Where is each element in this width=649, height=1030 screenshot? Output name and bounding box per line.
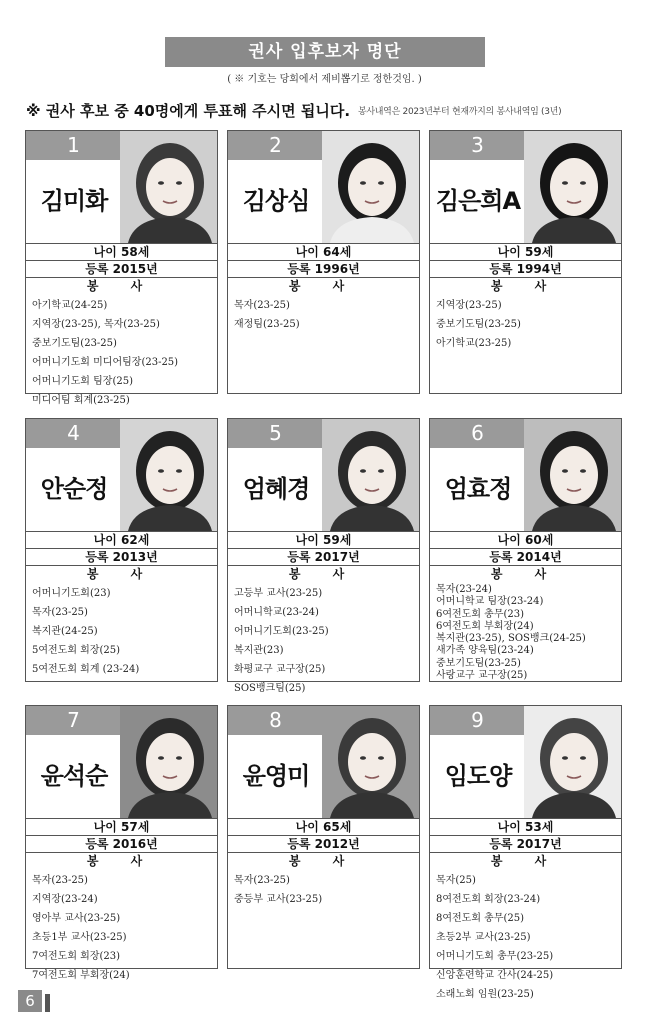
candidate-name: 엄효정 [444,475,512,503]
service-item: 7여전도회 회장(23) [32,951,121,962]
service-header: 봉 사 [26,852,217,869]
service-history-list [32,584,215,679]
candidate-age: 나이 59세 [430,243,621,260]
voting-instruction: ※ 권사 후보 중 40명에게 투표해 주시면 됩니다. [26,102,351,120]
candidate-photo [120,419,217,531]
candidate-age: 나이 58세 [26,243,217,260]
service-history-list [32,871,215,985]
candidate-age: 나이 64세 [228,243,419,260]
candidate-photo [524,419,621,531]
candidate-registration-year: 등록 1996년 [228,260,419,277]
service-item: 5여전도회 회장(25) [32,645,121,656]
service-header: 봉 사 [430,277,621,294]
service-item: 목자(23-25) [234,875,290,886]
service-header: 봉 사 [228,277,419,294]
candidate-card [227,418,420,694]
service-item: 어머니기도회(23) [32,588,111,599]
service-header: 봉 사 [228,852,419,869]
candidate-card [25,130,218,406]
service-item: 지역장(23-25) [436,300,502,311]
candidate-photo [524,131,621,243]
service-item: 목자(23-25) [32,607,88,618]
candidate-number: 3 [430,131,525,160]
candidate-name: 윤석순 [40,762,108,790]
service-item: 어머니기도회 총무(23-25) [436,951,554,962]
candidate-name: 안순정 [40,475,108,503]
service-item: 복지관(23-25), SOS뱅크(24-25) [436,633,586,645]
service-header: 봉 사 [228,565,419,582]
service-header: 봉 사 [26,565,217,582]
service-item: 새가족 양육팀(23-24) [436,645,534,657]
service-item: 어머니학교 팀장(23-24) [436,596,544,608]
service-item: 초등2부 교사(23-25) [436,932,531,943]
candidate-number: 7 [26,706,121,735]
candidate-age: 나이 62세 [26,531,217,548]
candidate-registration-year: 등록 2016년 [26,835,217,852]
service-item: 중등부 교사(23-25) [234,894,323,905]
service-history-list [436,296,619,353]
candidate-photo [322,419,419,531]
candidate-registration-year: 등록 1994년 [430,260,621,277]
candidate-registration-year: 등록 2015년 [26,260,217,277]
candidate-photo [322,706,419,818]
candidate-card [429,705,622,1000]
service-item: 목자(23-24) [436,584,492,595]
service-item: 8여전도회 회장(23-24) [436,894,541,905]
service-item: 어머니학교(23-24) [234,607,319,618]
service-item: 목자(23-25) [32,875,88,886]
candidate-age: 나이 60세 [430,531,621,548]
candidate-card [227,705,420,969]
candidate-photo [322,131,419,243]
service-item: 6여전도회 부회장(24) [436,620,534,632]
service-item: 7여전도회 부회장(24) [32,970,130,981]
candidate-name: 윤영미 [242,762,310,790]
candidate-name: 김상심 [242,187,310,215]
service-item: 복지관(24-25) [32,626,98,637]
candidate-name: 김은희A [435,187,521,215]
candidate-number: 4 [26,419,121,448]
candidate-number: 9 [430,706,525,735]
candidate-card [429,418,622,682]
service-item: 신앙훈련학교 간사(24-25) [436,970,554,981]
candidate-photo [120,131,217,243]
candidate-number: 1 [26,131,121,160]
candidate-number: 2 [228,131,323,160]
service-history-list [234,584,417,698]
service-item: 고등부 교사(23-25) [234,588,323,599]
candidate-registration-year: 등록 2017년 [430,835,621,852]
service-period-note: 봉사내역은 2023년부터 현재까지의 봉사내역임 (3년) [358,107,562,117]
service-item: 화평교구 교구장(25) [234,664,326,675]
candidate-card [25,418,218,682]
page-subtitle: ( ※ 기호는 당회에서 제비뽑기로 정한것임. ) [227,74,422,85]
candidate-card [227,130,420,394]
candidate-number: 6 [430,419,525,448]
service-item: 목자(25) [436,875,476,886]
service-item: 소래노회 임원(23-25) [436,989,534,1000]
service-history-list [234,296,417,334]
candidate-registration-year: 등록 2013년 [26,548,217,565]
candidate-number: 5 [228,419,323,448]
service-item: 5여전도회 회계 (23-24) [32,664,140,675]
service-item: 어머니기도회 미디어팀장(23-25) [32,357,179,368]
candidate-registration-year: 등록 2012년 [228,835,419,852]
candidate-card [429,130,622,394]
service-item: 아기학교(23-25) [436,338,512,349]
service-item: 영아부 교사(23-25) [32,913,121,924]
service-item: 사랑교구 교구장(25) [436,670,528,682]
service-item: 중보기도팀(23-25) [32,338,117,349]
page-number-accent [45,994,50,1012]
candidate-number: 8 [228,706,323,735]
service-item: 지역장(23-24) [32,894,98,905]
service-item: 어머니기도회(23-25) [234,626,329,637]
service-item: 지역장(23-25), 목자(23-25) [32,319,160,330]
candidate-name: 김미화 [40,187,108,215]
service-item: 복지관(23) [234,645,284,656]
page-title: 권사 입후보자 명단 [165,37,485,67]
candidate-name: 엄혜경 [242,475,310,503]
candidate-registration-year: 등록 2017년 [228,548,419,565]
candidate-age: 나이 57세 [26,818,217,835]
candidate-age: 나이 59세 [228,531,419,548]
service-history-list [436,584,619,682]
candidate-photo [120,706,217,818]
service-item: 목자(23-25) [234,300,290,311]
candidate-registration-year: 등록 2014년 [430,548,621,565]
service-item: 미디어팀 회계(23-25) [32,395,130,406]
candidate-age: 나이 65세 [228,818,419,835]
candidate-name: 임도양 [444,762,512,790]
service-header: 봉 사 [430,852,621,869]
service-item: 6여전도회 총무(23) [436,608,525,620]
page-number: 6 [18,990,42,1012]
service-header: 봉 사 [430,565,621,582]
service-item: 초등1부 교사(23-25) [32,932,127,943]
service-item: 중보기도팀(23-25) [436,657,521,669]
candidate-photo [524,706,621,818]
service-header: 봉 사 [26,277,217,294]
service-history-list [436,871,619,1004]
service-item: 중보기도팀(23-25) [436,319,521,330]
candidate-card [25,705,218,981]
service-item: SOS뱅크팀(25) [234,683,306,694]
candidate-age: 나이 53세 [430,818,621,835]
service-item: 어머니기도회 팀장(25) [32,376,133,387]
service-item: 8여전도회 총무(25) [436,913,525,924]
service-item: 아기학교(24-25) [32,300,108,311]
service-history-list [234,871,417,909]
service-item: 재정팀(23-25) [234,319,300,330]
service-history-list [32,296,215,410]
